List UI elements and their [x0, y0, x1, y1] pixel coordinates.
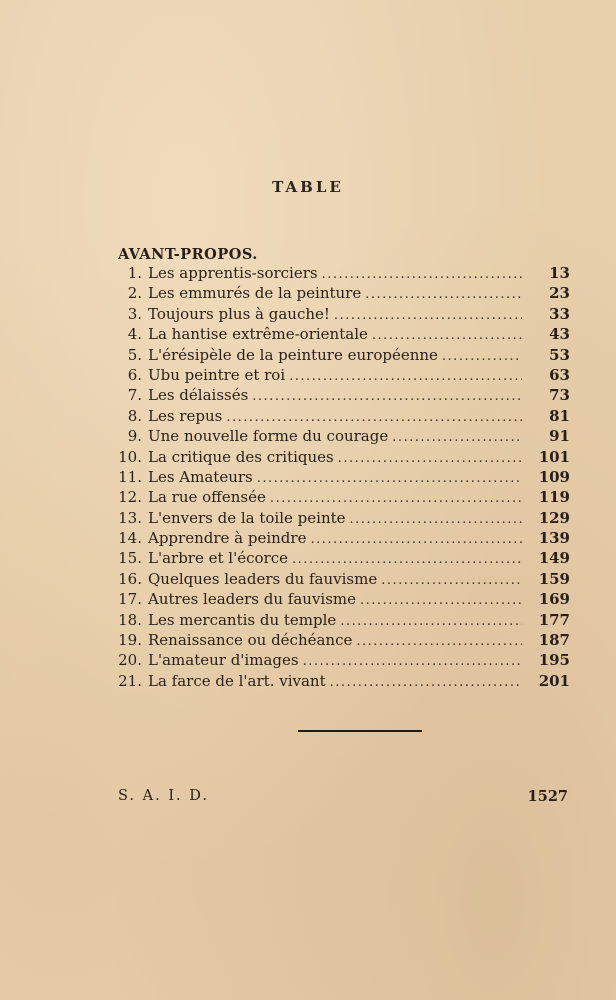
toc-number: 13.	[118, 508, 142, 527]
toc-page-number: 149	[538, 549, 570, 568]
page-title: TABLE	[272, 178, 344, 196]
toc-title: La farce de l'art. vivant	[148, 671, 326, 690]
toc-title: Les emmurés de la peinture	[148, 284, 362, 303]
toc-title: Les apprentis-sorciers	[148, 264, 318, 282]
toc-entry	[110, 548, 570, 568]
toc-number: 21.	[118, 671, 142, 690]
toc-entry	[110, 487, 570, 507]
toc-number: 4.	[127, 325, 142, 344]
table-of-contents	[110, 263, 570, 691]
toc-leader-dots	[365, 285, 522, 305]
toc-entry	[110, 385, 570, 405]
toc-page-number: 169	[538, 590, 570, 609]
toc-title: La critique des critiques	[148, 447, 334, 466]
toc-entry	[110, 324, 570, 344]
toc-leader-dots	[442, 347, 522, 367]
toc-page-number: 81	[549, 406, 570, 425]
toc-entry	[110, 650, 570, 670]
toc-page-number: 119	[538, 488, 570, 507]
toc-entry	[110, 630, 570, 650]
toc-title: Les repus	[148, 406, 223, 425]
toc-leader-dots	[372, 326, 522, 346]
toc-entry	[110, 447, 570, 467]
toc-page-number: 43	[549, 325, 570, 344]
toc-page-number: 129	[538, 508, 570, 527]
toc-number: 3.	[127, 304, 142, 323]
toc-leader-dots	[322, 265, 522, 285]
toc-number: 11.	[118, 467, 142, 486]
toc-entry	[110, 304, 570, 324]
toc-leader-dots	[340, 612, 522, 632]
toc-number: 5.	[127, 345, 142, 364]
toc-page-number: 177	[538, 610, 570, 629]
toc-title: Autres leaders du fauvisme	[148, 590, 357, 609]
toc-title: L'amateur d'images	[148, 651, 299, 670]
toc-page-number: 159	[538, 569, 570, 588]
toc-entry	[110, 508, 570, 528]
toc-number: 7.	[127, 386, 142, 405]
toc-page-number: 201	[538, 671, 570, 690]
toc-page-number: 53	[549, 345, 570, 364]
toc-number: 15.	[118, 549, 142, 568]
toc-title: Les délaissés	[148, 386, 249, 405]
toc-entry	[110, 406, 570, 426]
toc-number: 14.	[118, 529, 142, 548]
toc-page-number: 33	[549, 304, 570, 323]
toc-leader-dots	[289, 367, 522, 387]
toc-number: 19.	[118, 631, 142, 650]
toc-leader-dots	[356, 632, 522, 652]
toc-leader-dots	[310, 530, 522, 550]
toc-entry	[110, 283, 570, 303]
toc-leader-dots	[303, 652, 522, 672]
toc-number: 16.	[118, 569, 142, 588]
toc-entry	[110, 569, 570, 589]
toc-title: Renaissance ou déchéance	[148, 631, 353, 650]
toc-page-number: 195	[538, 651, 570, 670]
toc-title: La rue offensée	[148, 488, 266, 507]
toc-leader-dots	[381, 571, 522, 591]
toc-title: Les mercantis du temple	[148, 610, 337, 629]
toc-title: Une nouvelle forme du courage	[148, 427, 389, 446]
toc-title: Quelques leaders du fauvisme	[148, 569, 378, 588]
toc-page-number: 139	[538, 529, 570, 548]
toc-number: 20.	[118, 651, 142, 670]
toc-title: Toujours plus à gauche!	[148, 304, 330, 323]
toc-page-number: 63	[549, 365, 570, 384]
toc-leader-dots	[270, 489, 522, 509]
toc-title: L'envers de la toile peinte	[148, 508, 346, 527]
toc-number: 9.	[127, 427, 142, 446]
toc-number: 10.	[118, 447, 142, 466]
toc-leader-dots	[292, 550, 522, 570]
toc-page-number: 91	[549, 427, 570, 446]
toc-leader-dots	[252, 387, 522, 407]
toc-page-number: 13	[549, 264, 570, 282]
toc-leader-dots	[330, 673, 522, 693]
horizontal-rule	[298, 730, 422, 732]
toc-number: 1.	[127, 264, 142, 282]
toc-leader-dots	[360, 591, 522, 611]
toc-entry	[110, 345, 570, 365]
toc-entry	[110, 426, 570, 446]
toc-number: 6.	[127, 365, 142, 384]
toc-number: 2.	[127, 284, 142, 303]
print-code: 1527	[527, 788, 568, 805]
toc-number: 17.	[118, 590, 142, 609]
toc-number: 18.	[118, 610, 142, 629]
toc-title: L'arbre et l'écorce	[148, 549, 288, 568]
toc-page-number: 109	[538, 467, 570, 486]
toc-leader-dots	[226, 408, 522, 428]
toc-number: 12.	[118, 488, 142, 507]
toc-entry	[110, 589, 570, 609]
toc-entry	[110, 528, 570, 548]
toc-number: 8.	[127, 406, 142, 425]
toc-page-number: 73	[549, 386, 570, 405]
toc-leader-dots	[338, 449, 522, 469]
toc-title: Les Amateurs	[148, 467, 253, 486]
toc-leader-dots	[350, 510, 522, 530]
toc-page-number: 101	[538, 447, 570, 466]
toc-title: La hantise extrême-orientale	[148, 325, 368, 344]
avant-propos-heading: AVANT-PROPOS.	[118, 246, 258, 263]
toc-leader-dots	[392, 428, 522, 448]
toc-entry	[110, 365, 570, 385]
toc-entry	[110, 610, 570, 630]
publisher-mark: S. A. I. D.	[118, 788, 209, 804]
toc-entry	[110, 671, 570, 691]
toc-entry	[110, 263, 570, 283]
toc-title: L'érésipèle de la peinture européenne	[148, 345, 438, 364]
toc-title: Ubu peintre et roi	[148, 365, 286, 384]
toc-page-number: 23	[549, 284, 570, 303]
toc-title: Apprendre à peindre	[148, 529, 307, 548]
toc-page-number: 187	[538, 631, 570, 650]
toc-entry	[110, 467, 570, 487]
toc-leader-dots	[257, 469, 522, 489]
toc-leader-dots	[334, 306, 522, 326]
